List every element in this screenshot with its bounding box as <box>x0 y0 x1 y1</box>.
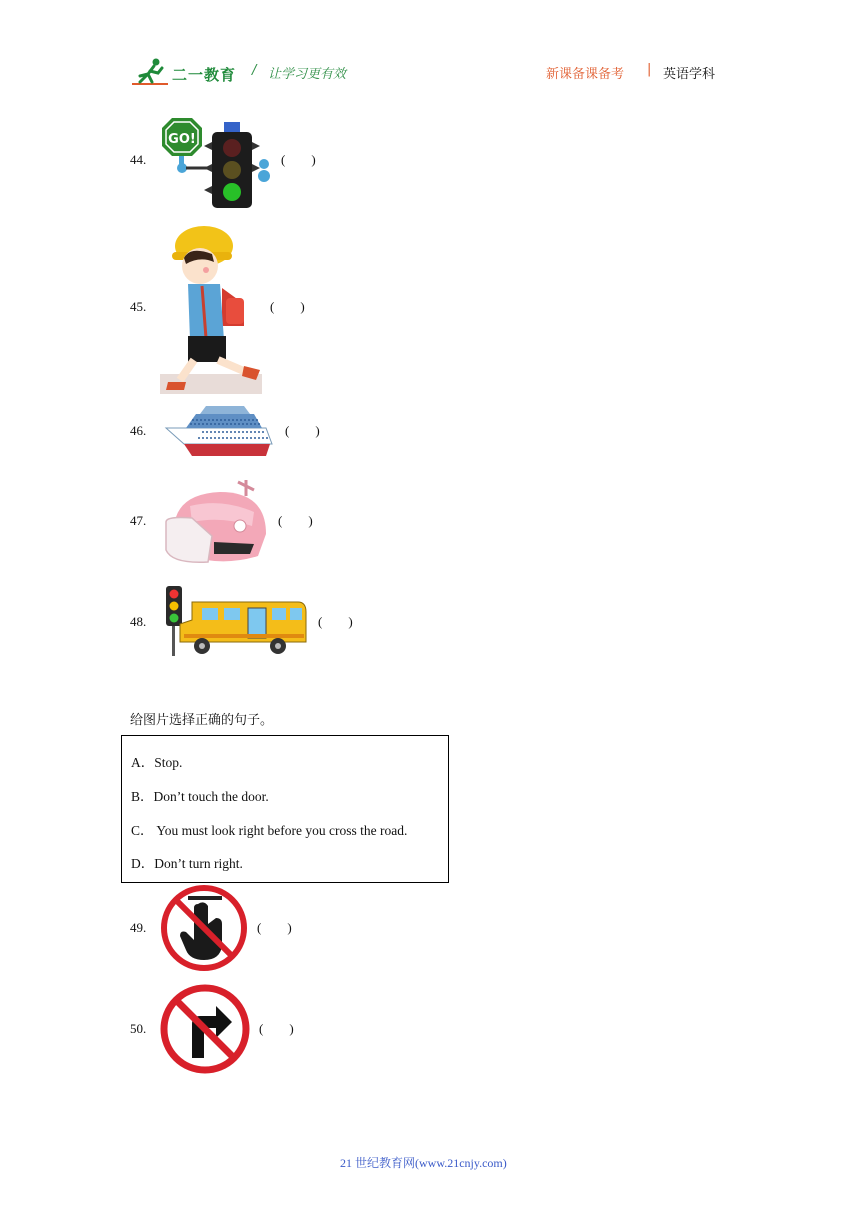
question-number: 45. <box>130 299 147 314</box>
no-touching-sign-icon <box>160 884 248 972</box>
question-number: 47. <box>130 513 147 528</box>
option-a: A．Stop. <box>131 755 183 770</box>
header-separator: | <box>647 62 652 77</box>
answer-blank[interactable]: ( ) <box>270 299 305 314</box>
traffic-light-go-icon <box>160 116 272 210</box>
answer-blank[interactable]: ( ) <box>285 423 320 438</box>
section-instruction: 给图片选择正确的句子。 <box>130 713 274 728</box>
header <box>0 0 860 100</box>
answer-blank[interactable]: ( ) <box>318 614 353 629</box>
question-number: 48. <box>130 614 147 629</box>
slogan: 让学习更有效 <box>268 67 347 82</box>
question-number: 49. <box>130 920 147 935</box>
logo-runner-icon <box>130 56 172 88</box>
header-left-label: 新课备课备考 <box>546 67 625 82</box>
option-c: C． You must look right before you cross the road. <box>131 823 408 838</box>
question-number: 50. <box>130 1021 147 1036</box>
answer-blank[interactable]: ( ) <box>281 152 316 167</box>
svg-text:GO!: GO! <box>168 132 196 147</box>
question-number: 44. <box>130 152 147 167</box>
school-bus-icon <box>162 584 310 658</box>
helmet-icon <box>162 478 272 566</box>
answer-blank[interactable]: ( ) <box>259 1021 294 1036</box>
question-number: 46. <box>130 423 147 438</box>
option-b: B．Don’t touch the door. <box>131 789 269 804</box>
header-divider: / <box>252 63 257 78</box>
header-subject: 英语学科 <box>663 67 716 82</box>
cruise-ship-icon <box>162 402 274 460</box>
answer-blank[interactable]: ( ) <box>278 513 313 528</box>
student-walking-icon <box>160 222 264 394</box>
logo-text: 二一教育 <box>172 66 237 84</box>
option-d: D．Don’t turn right. <box>131 856 243 871</box>
no-right-turn-sign-icon <box>160 984 250 1074</box>
answer-blank[interactable]: ( ) <box>257 920 292 935</box>
footer-text: 21 世纪教育网(www.21cnjy.com) <box>340 1156 507 1170</box>
options-box <box>121 735 449 883</box>
